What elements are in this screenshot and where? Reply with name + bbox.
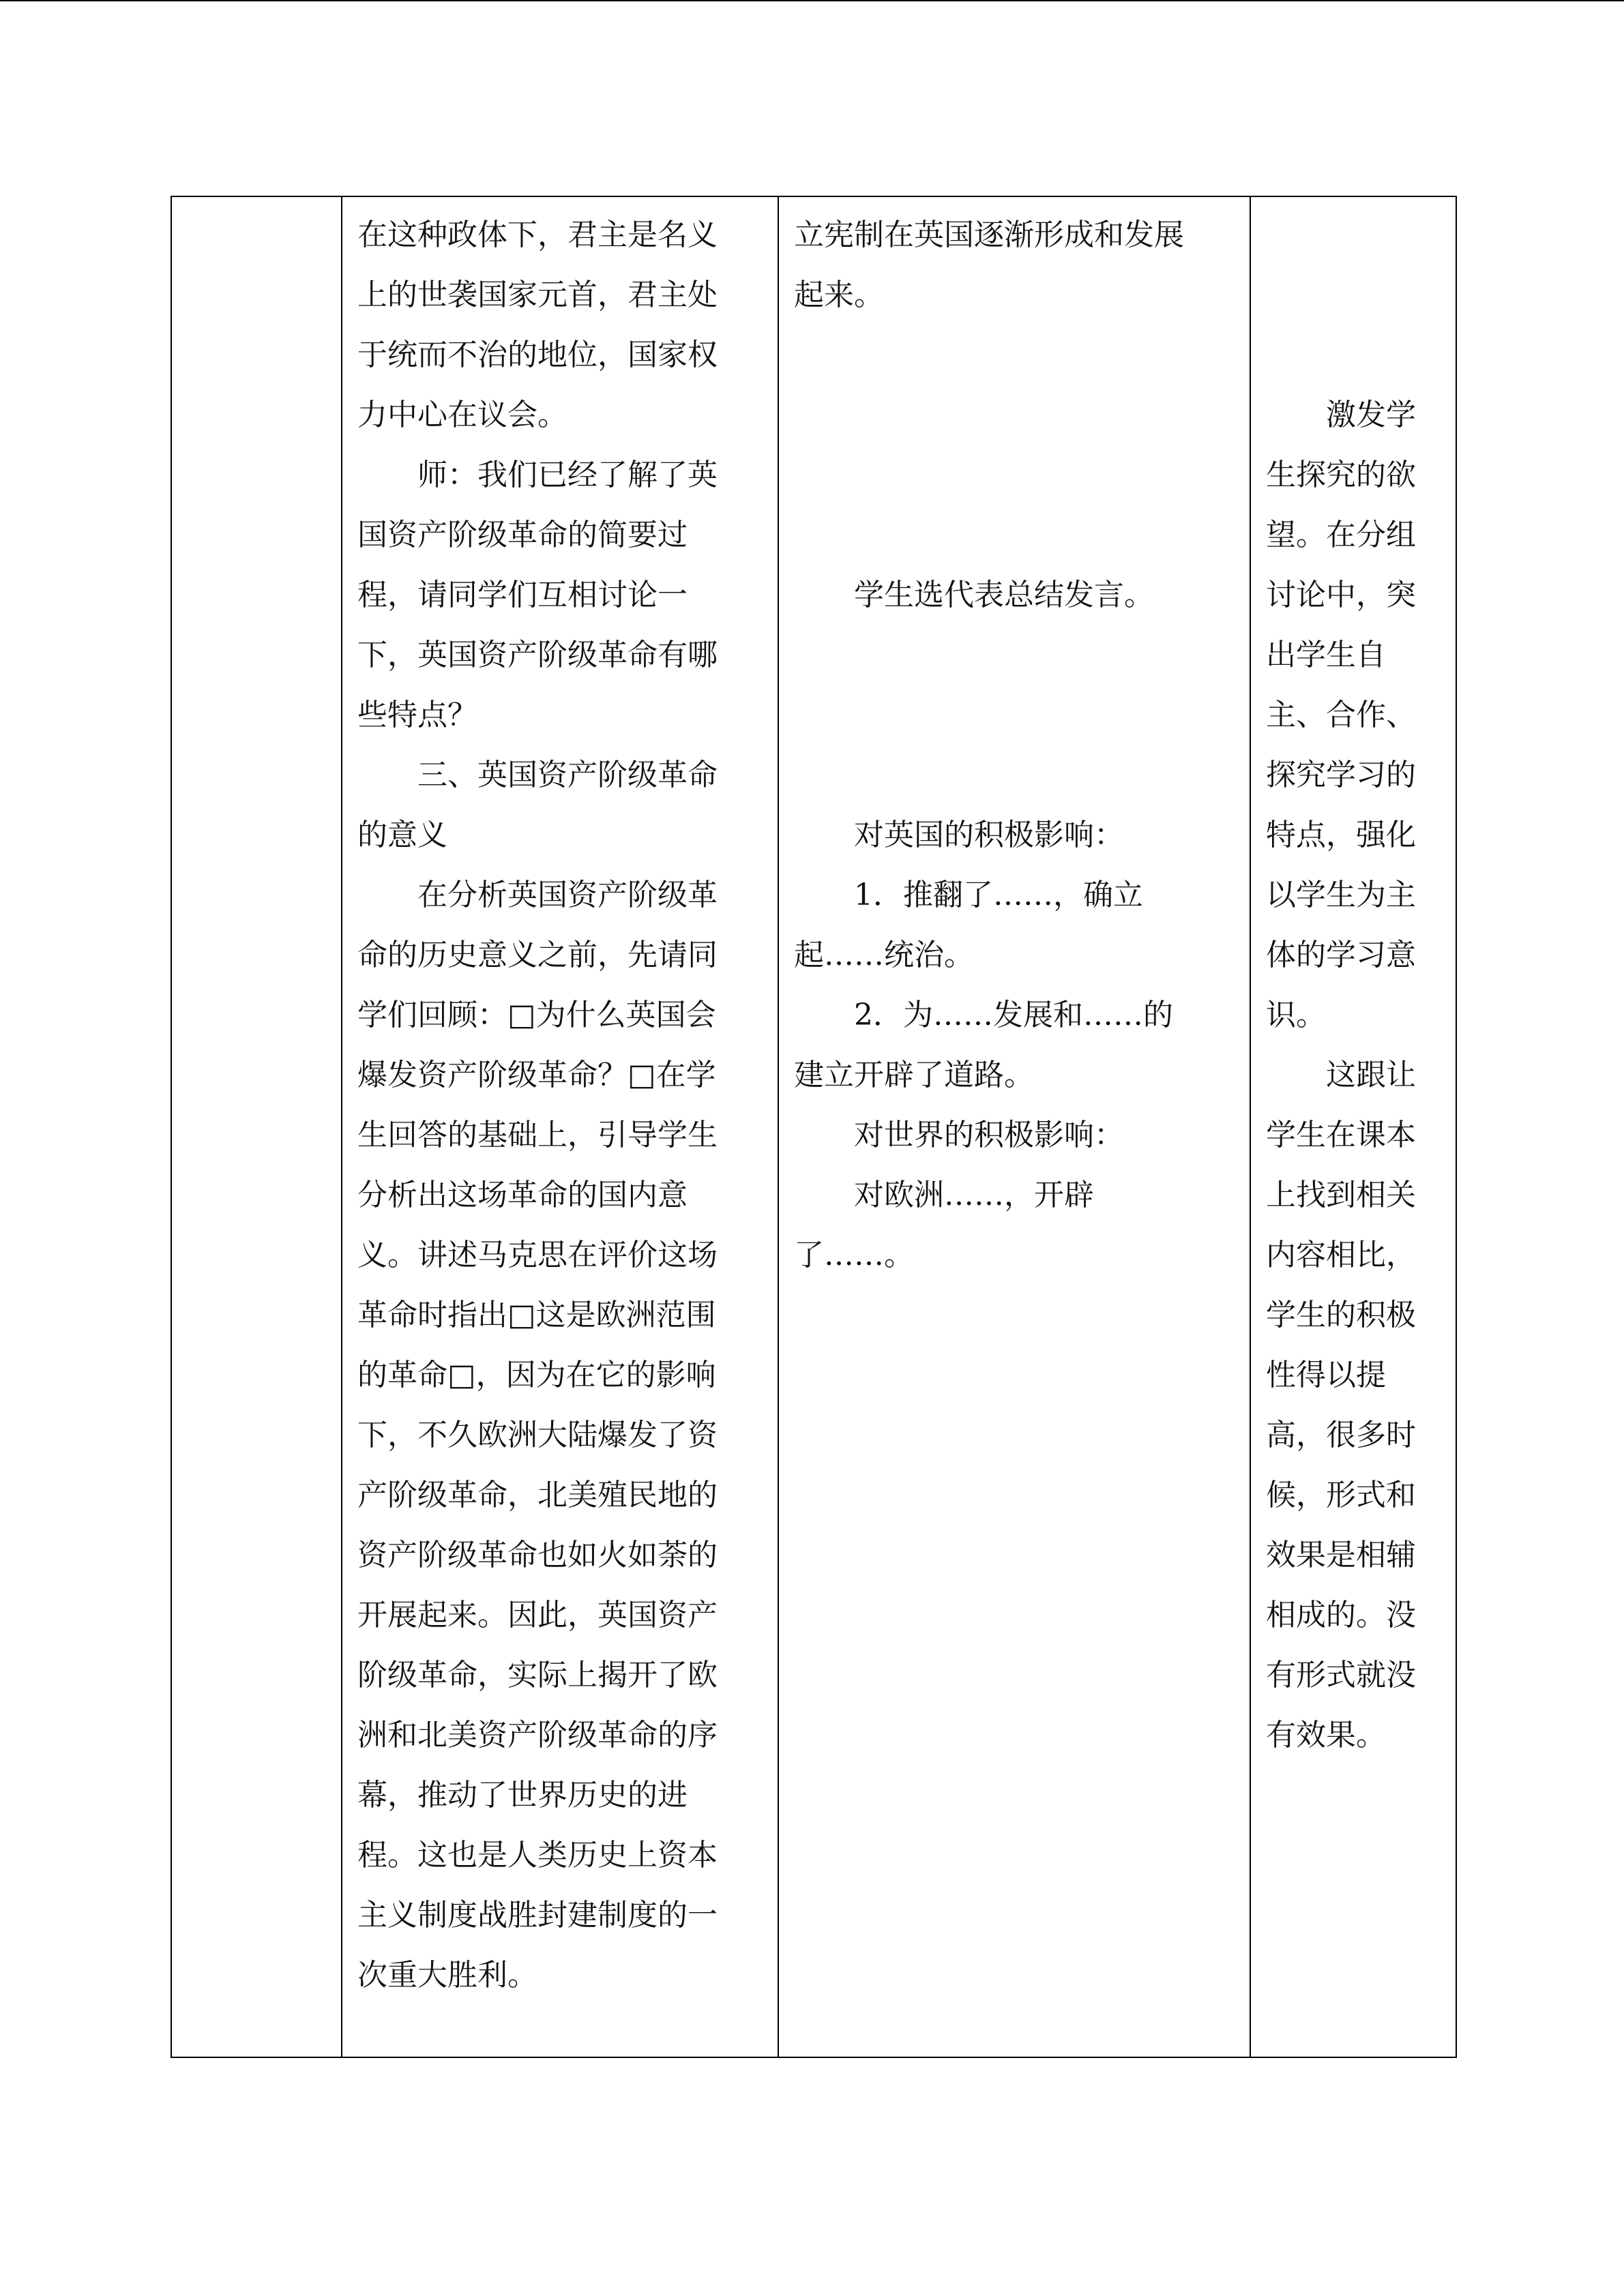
text-line: 下，不久欧洲大陆爆发了资 xyxy=(357,1418,718,1452)
text-line: 三、英国资产阶级革命 xyxy=(357,758,718,792)
text-line: 候，形式和 xyxy=(1266,1478,1416,1512)
text-line: 性得以提 xyxy=(1266,1358,1386,1392)
text-line: 对欧洲……，开辟 xyxy=(794,1178,1094,1212)
text-line: 于统而不治的地位，国家权 xyxy=(357,338,718,372)
text-line: 上找到相关 xyxy=(1266,1178,1416,1212)
page-top-border xyxy=(0,0,1624,1)
text-line: 望。在分组 xyxy=(1266,518,1416,552)
text-line: 对世界的积极影响： xyxy=(794,1118,1124,1152)
text-line: 起来。 xyxy=(794,278,884,312)
text-line: 国资产阶级革命的简要过 xyxy=(357,518,688,552)
table-row xyxy=(171,196,1456,2057)
text-line: 2．为……发展和……的 xyxy=(794,998,1173,1032)
teacher-activity-cell xyxy=(342,196,778,2057)
text-line: 开展起来。因此，英国资产 xyxy=(357,1598,718,1632)
text-line: 激发学 xyxy=(1266,398,1416,432)
text-line: 分析出这场革命的国内意 xyxy=(357,1178,688,1212)
text-line: 建立开辟了道路。 xyxy=(794,1058,1034,1092)
text-line: 探究学习的 xyxy=(1266,758,1416,792)
text-line: 产阶级革命，北美殖民地的 xyxy=(357,1478,718,1512)
student-activity-cell xyxy=(778,196,1250,2057)
text-line xyxy=(1266,325,1456,385)
text-line: 学们回顾：□为什么英国会 xyxy=(357,998,716,1032)
text-line: 内容相比， xyxy=(1266,1238,1416,1272)
text-line: 次重大胜利。 xyxy=(357,1958,537,1993)
design-intent-cell xyxy=(1250,196,1456,2057)
text-line: 学生的积极 xyxy=(1266,1298,1416,1332)
text-line: 命的历史意义之前，先请同 xyxy=(357,938,718,972)
text-line xyxy=(794,685,1250,745)
text-line: 洲和北美资产阶级革命的序 xyxy=(357,1718,718,1753)
design-intent-text xyxy=(1251,197,1456,1765)
text-line: 些特点？ xyxy=(357,698,477,732)
text-line: 出学生自 xyxy=(1266,638,1386,672)
text-line: 相成的。没 xyxy=(1266,1598,1416,1632)
text-line: 起……统治。 xyxy=(794,938,974,972)
teacher-activity-text xyxy=(342,197,778,2006)
text-line: 资产阶级革命也如火如荼的 xyxy=(357,1538,718,1572)
text-line: 这跟让 xyxy=(1266,1058,1416,1092)
text-line: 的意义 xyxy=(357,818,447,852)
text-line: 主、合作、 xyxy=(1266,698,1416,732)
text-line: 师：我们已经了解了英 xyxy=(357,458,718,492)
text-line: 在分析英国资产阶级革 xyxy=(357,878,718,912)
text-line: 体的学习意 xyxy=(1266,938,1416,972)
student-activity-text xyxy=(779,197,1250,1285)
text-line xyxy=(1266,265,1456,325)
text-line: 高，很多时 xyxy=(1266,1418,1416,1452)
text-line: 讨论中，突 xyxy=(1266,578,1416,612)
text-line xyxy=(794,325,1250,385)
text-line: 爆发资产阶级革命？□在学 xyxy=(357,1058,716,1092)
text-line: 力中心在议会。 xyxy=(357,398,567,432)
text-line: 下，英国资产阶级革命有哪 xyxy=(357,638,718,672)
text-line: 义。讲述马克思在评价这场 xyxy=(357,1238,718,1272)
text-line: 学生在课本 xyxy=(1266,1118,1416,1152)
text-line: 阶级革命，实际上揭开了欧 xyxy=(357,1658,718,1693)
lesson-plan-table xyxy=(171,196,1457,2058)
text-line: 程，请同学们互相讨论一 xyxy=(357,578,688,612)
text-line: 的革命□，因为在它的影响 xyxy=(357,1358,716,1392)
text-line: 学生选代表总结发言。 xyxy=(794,578,1154,612)
text-line: 程。这也是人类历史上资本 xyxy=(357,1838,718,1873)
text-line xyxy=(1266,205,1456,265)
text-line: 生回答的基础上，引导学生 xyxy=(357,1118,718,1152)
text-line: 对英国的积极影响： xyxy=(794,818,1124,852)
text-line: 有效果。 xyxy=(1266,1718,1386,1753)
text-line: 1．推翻了……，确立 xyxy=(794,878,1143,912)
text-line: 了……。 xyxy=(794,1238,914,1272)
text-line: 在这种政体下，君主是名义 xyxy=(357,218,718,252)
text-line: 革命时指出□这是欧洲范围 xyxy=(357,1298,716,1332)
text-line xyxy=(794,745,1250,805)
text-line: 以学生为主 xyxy=(1266,878,1416,912)
text-line: 识。 xyxy=(1266,998,1326,1032)
empty-first-column-cell xyxy=(171,196,342,2057)
text-line xyxy=(794,625,1250,685)
text-line: 生探究的欲 xyxy=(1266,458,1416,492)
text-line: 特点，强化 xyxy=(1266,818,1416,852)
text-line: 幕，推动了世界历史的进 xyxy=(357,1778,688,1813)
text-line: 上的世袭国家元首，君主处 xyxy=(357,278,718,312)
text-line xyxy=(794,385,1250,445)
text-line: 效果是相辅 xyxy=(1266,1538,1416,1572)
text-line xyxy=(794,505,1250,565)
text-line xyxy=(794,445,1250,505)
text-line: 主义制度战胜封建制度的一 xyxy=(357,1898,718,1933)
text-line: 立宪制在英国逐渐形成和发展 xyxy=(794,218,1184,252)
text-line: 有形式就没 xyxy=(1266,1658,1416,1693)
